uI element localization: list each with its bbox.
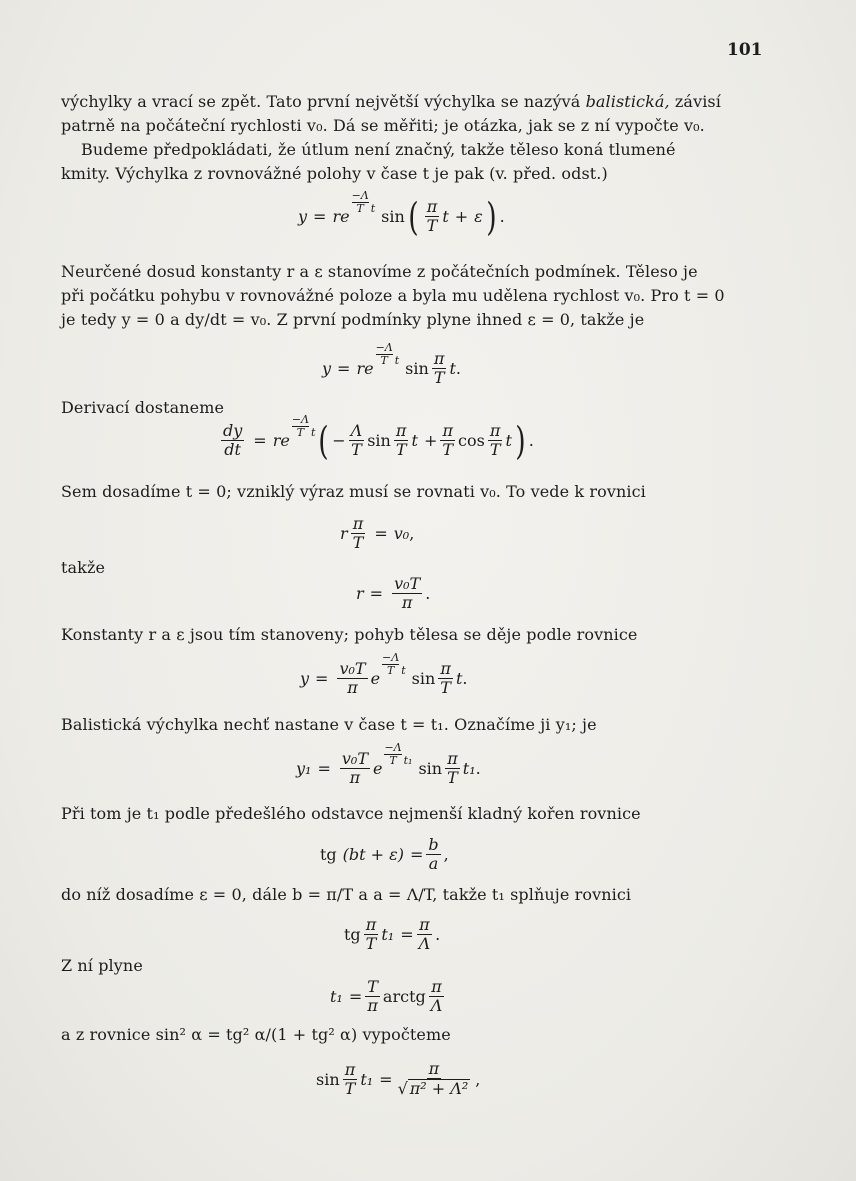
eq-symbol: tg xyxy=(344,925,361,944)
eq-symbol: y₁ xyxy=(296,759,312,778)
eq-symbol: , xyxy=(475,1069,481,1089)
eq-symbol: = xyxy=(315,669,329,688)
eq-symbol: re xyxy=(272,431,290,450)
eq-symbol: π xyxy=(349,768,361,787)
eq-symbol: T xyxy=(433,368,445,387)
fraction xyxy=(417,916,433,953)
equation-7 xyxy=(296,741,481,787)
eq-symbol: π xyxy=(401,593,413,612)
eq-symbol: T xyxy=(380,354,388,367)
eq-symbol: dt xyxy=(224,440,241,459)
eq-symbol: π xyxy=(431,977,442,996)
eq-symbol: π xyxy=(489,421,501,440)
eq-symbol: . xyxy=(528,431,534,450)
eq-symbol: . xyxy=(435,925,441,944)
eq-symbol: = xyxy=(348,987,363,1006)
eq-symbol: π xyxy=(428,1059,440,1078)
fraction xyxy=(349,422,365,459)
eq-symbol: e xyxy=(372,759,383,778)
eq-symbol: π xyxy=(433,349,445,368)
eq-symbol: ) xyxy=(515,418,526,463)
eq-symbol: sin xyxy=(381,207,405,226)
eq-symbol: Λ xyxy=(301,413,309,426)
equation-9 xyxy=(344,916,440,953)
eq-symbol: T xyxy=(352,533,364,552)
fraction xyxy=(432,350,447,387)
paragraph-line: patrně na počáteční rychlosti v₀. Dá se měřiti; je otázka, jak se z ní vypočte v₀. xyxy=(61,116,705,135)
eq-symbol: t xyxy=(411,431,418,450)
eq-symbol: + xyxy=(454,207,469,226)
eq-symbol: Λ xyxy=(350,421,363,440)
eq-symbol: r xyxy=(340,524,348,543)
eq-symbol: t₁ xyxy=(330,987,343,1006)
fraction xyxy=(365,978,380,1015)
paragraph-line: takže xyxy=(61,558,106,577)
eq-symbol: , xyxy=(443,845,449,864)
eq-symbol: re xyxy=(332,207,350,226)
eq-symbol: − xyxy=(291,413,302,426)
eq-symbol: re xyxy=(356,359,374,378)
eq-symbol: r xyxy=(356,584,364,603)
eq-symbol: cos xyxy=(458,431,485,450)
eq-symbol: π xyxy=(395,421,407,440)
fraction xyxy=(438,660,453,697)
exponent xyxy=(382,652,399,677)
exponent xyxy=(384,742,401,767)
eq-symbol: T xyxy=(344,1078,356,1098)
fraction xyxy=(351,515,366,552)
paragraph-line: Sem dosadíme t = 0; vzniklý výraz musí se rovnati v₀. To vede k rovnici xyxy=(61,482,646,501)
fraction xyxy=(340,750,370,787)
page-number: 101 xyxy=(727,40,763,60)
eq-symbol: y xyxy=(322,359,332,378)
eq-symbol: t xyxy=(442,207,449,226)
eq-symbol: Λ xyxy=(393,741,402,754)
eq-symbol: Λ xyxy=(391,651,400,664)
eq-symbol: − xyxy=(332,431,346,450)
eq-symbol: sin xyxy=(405,359,429,378)
paragraph-line: Neurčené dosud konstanty r a ε stanovíme z počátečních podmínek. Těleso je xyxy=(61,262,698,281)
eq-symbol: sin xyxy=(367,431,391,450)
eq-symbol: y xyxy=(298,207,308,226)
eq-symbol: a xyxy=(428,854,439,873)
eq-symbol: v₀T xyxy=(394,574,421,593)
paragraph-line: do níž dosadíme ε = 0, dále b = π/T a a = Λ/T, takže t₁ splňuje rovnici xyxy=(61,885,632,904)
paragraph-line xyxy=(61,90,754,114)
paragraph-line: Balistická výchylka nechť nastane v čase t = t₁. Označíme ji y₁; je xyxy=(61,715,597,734)
eq-symbol: t₁ xyxy=(381,925,395,944)
eq-symbol: Λ xyxy=(418,934,431,953)
fraction xyxy=(364,916,379,953)
paragraph-line: Při tom je t₁ podle předešlého odstavce nejmenší kladný kořen rovnice xyxy=(61,804,641,823)
paragraph-line: je tedy y = 0 a dy/dt = v₀. Z první podmínky plyne ihned ε = 0, takže je xyxy=(61,310,645,329)
equation-1 xyxy=(298,189,505,239)
eq-symbol: π xyxy=(367,996,378,1015)
paragraph-line: Derivací dostaneme xyxy=(61,398,225,417)
eq-symbol: = xyxy=(379,1069,393,1089)
eq-symbol: sin xyxy=(418,759,443,778)
eq-symbol: t₁ xyxy=(462,759,476,778)
fraction xyxy=(445,750,460,787)
eq-symbol: t xyxy=(394,354,400,367)
eq-symbol: = xyxy=(337,359,351,378)
eq-symbol: π xyxy=(440,659,451,678)
eq-symbol: T xyxy=(395,440,407,459)
eq-symbol: π xyxy=(344,1059,356,1079)
eq-symbol: T xyxy=(386,664,395,677)
eq-symbol: π xyxy=(447,749,458,768)
eq-symbol: T xyxy=(367,977,378,996)
eq-symbol: Λ xyxy=(384,341,393,354)
equation-4 xyxy=(340,515,414,552)
line-text: výchylky a vrací se zpět. Tato první největší výchylka se nazývá xyxy=(61,92,581,111)
eq-symbol: t xyxy=(449,359,456,378)
fraction xyxy=(426,836,440,873)
paragraph-line: při počátku pohybu v rovnovážné poloze a byla mu udělena rychlost v₀. Pro t = 0 xyxy=(61,286,725,305)
equation-10 xyxy=(330,978,447,1015)
paragraph-line: a z rovnice sin² α = tg² α/(1 + tg² α) vypočteme xyxy=(61,1025,451,1044)
equation-8 xyxy=(320,836,449,873)
eq-symbol: π xyxy=(442,421,453,440)
eq-symbol: π xyxy=(347,678,358,697)
paragraph-line: kmity. Výchylka z rovnovážné polohy v čase t je pak (v. před. odst.) xyxy=(61,164,608,183)
eq-symbol: − xyxy=(375,341,385,354)
eq-symbol: ) xyxy=(485,194,497,239)
emphasis: balistická, xyxy=(585,92,670,111)
line-text: závisí xyxy=(674,92,721,111)
equation-6 xyxy=(300,651,468,697)
eq-symbol: − xyxy=(384,741,394,754)
paragraph-line: Z ní plyne xyxy=(61,956,143,975)
fraction xyxy=(221,422,244,459)
eq-symbol: T xyxy=(426,216,438,235)
exponent xyxy=(352,190,369,215)
eq-symbol: , xyxy=(409,524,415,543)
eq-symbol: t xyxy=(370,202,376,215)
eq-symbol: sin xyxy=(411,669,436,688)
eq-symbol: sin xyxy=(316,1069,340,1089)
fraction xyxy=(488,422,503,459)
paragraph-line: Budeme předpokládati, že útlum není značný, takže těleso koná tlumené xyxy=(81,140,676,159)
eq-symbol: t xyxy=(455,669,463,688)
eq-symbol: T xyxy=(442,440,454,459)
eq-symbol: v₀T xyxy=(339,659,366,678)
eq-symbol: = xyxy=(400,925,414,944)
eq-symbol: ε xyxy=(474,207,483,226)
eq-symbol: arctg xyxy=(382,987,426,1006)
fraction xyxy=(337,660,367,697)
eq-symbol: e xyxy=(370,669,381,688)
fraction xyxy=(425,198,440,235)
equation-5 xyxy=(356,575,430,612)
exponent xyxy=(292,414,309,439)
fraction xyxy=(394,422,409,459)
eq-symbol: . xyxy=(462,669,468,688)
eq-symbol: . xyxy=(425,584,431,603)
eq-symbol: = xyxy=(374,524,388,543)
eq-symbol: (bt + ε) xyxy=(342,845,404,864)
equation-3 xyxy=(218,413,534,463)
eq-symbol: − xyxy=(351,189,361,202)
fraction xyxy=(343,1061,358,1098)
fraction xyxy=(429,978,445,1015)
eq-symbol: t₁ xyxy=(403,754,413,767)
eq-symbol: tg xyxy=(320,845,337,864)
eq-symbol: . xyxy=(455,359,462,378)
eq-symbol: t xyxy=(401,664,406,677)
eq-symbol: T xyxy=(440,678,451,697)
eq-symbol: T xyxy=(447,768,458,787)
eq-symbol: . xyxy=(475,759,481,778)
eq-symbol: π² + Λ² xyxy=(409,1079,469,1098)
sqrt: √ π² + Λ² xyxy=(397,1078,469,1098)
fraction xyxy=(396,1060,473,1098)
eq-symbol: b xyxy=(428,835,439,854)
eq-symbol: = xyxy=(317,759,331,778)
eq-symbol: t xyxy=(505,431,512,450)
eq-symbol: T xyxy=(356,202,364,215)
paragraph-line: Konstanty r a ε jsou tím stanoveny; pohyb tělesa se děje podle rovnice xyxy=(61,625,638,644)
eq-symbol: − xyxy=(382,651,392,664)
eq-symbol: π xyxy=(365,915,377,934)
exponent xyxy=(376,342,393,367)
fraction xyxy=(392,575,422,612)
equation-2 xyxy=(322,341,462,387)
eq-symbol: Λ xyxy=(430,996,443,1015)
eq-symbol: T xyxy=(489,440,501,459)
eq-symbol: = xyxy=(410,845,424,864)
equation-11 xyxy=(316,1060,480,1098)
eq-symbol: = xyxy=(253,431,267,450)
eq-symbol: Λ xyxy=(360,189,369,202)
eq-symbol: t₁ xyxy=(360,1069,374,1089)
eq-symbol: . xyxy=(499,207,505,226)
eq-symbol: + xyxy=(423,431,438,450)
eq-symbol: π xyxy=(419,915,430,934)
eq-symbol: v₀ xyxy=(393,524,410,543)
eq-symbol: π xyxy=(352,514,364,533)
fraction xyxy=(440,422,455,459)
eq-symbol: y xyxy=(300,669,310,688)
eq-symbol: π xyxy=(426,197,438,216)
eq-symbol: T xyxy=(296,426,305,439)
eq-symbol: ( xyxy=(318,418,330,463)
eq-symbol: = xyxy=(313,207,327,226)
eq-symbol: dy xyxy=(223,421,243,440)
eq-symbol: T xyxy=(389,754,397,767)
eq-symbol: v₀T xyxy=(341,749,368,768)
eq-symbol: t xyxy=(310,426,316,439)
eq-symbol: ( xyxy=(408,194,419,239)
eq-symbol: T xyxy=(351,440,362,459)
eq-symbol: = xyxy=(369,584,384,603)
eq-symbol: T xyxy=(365,934,377,953)
